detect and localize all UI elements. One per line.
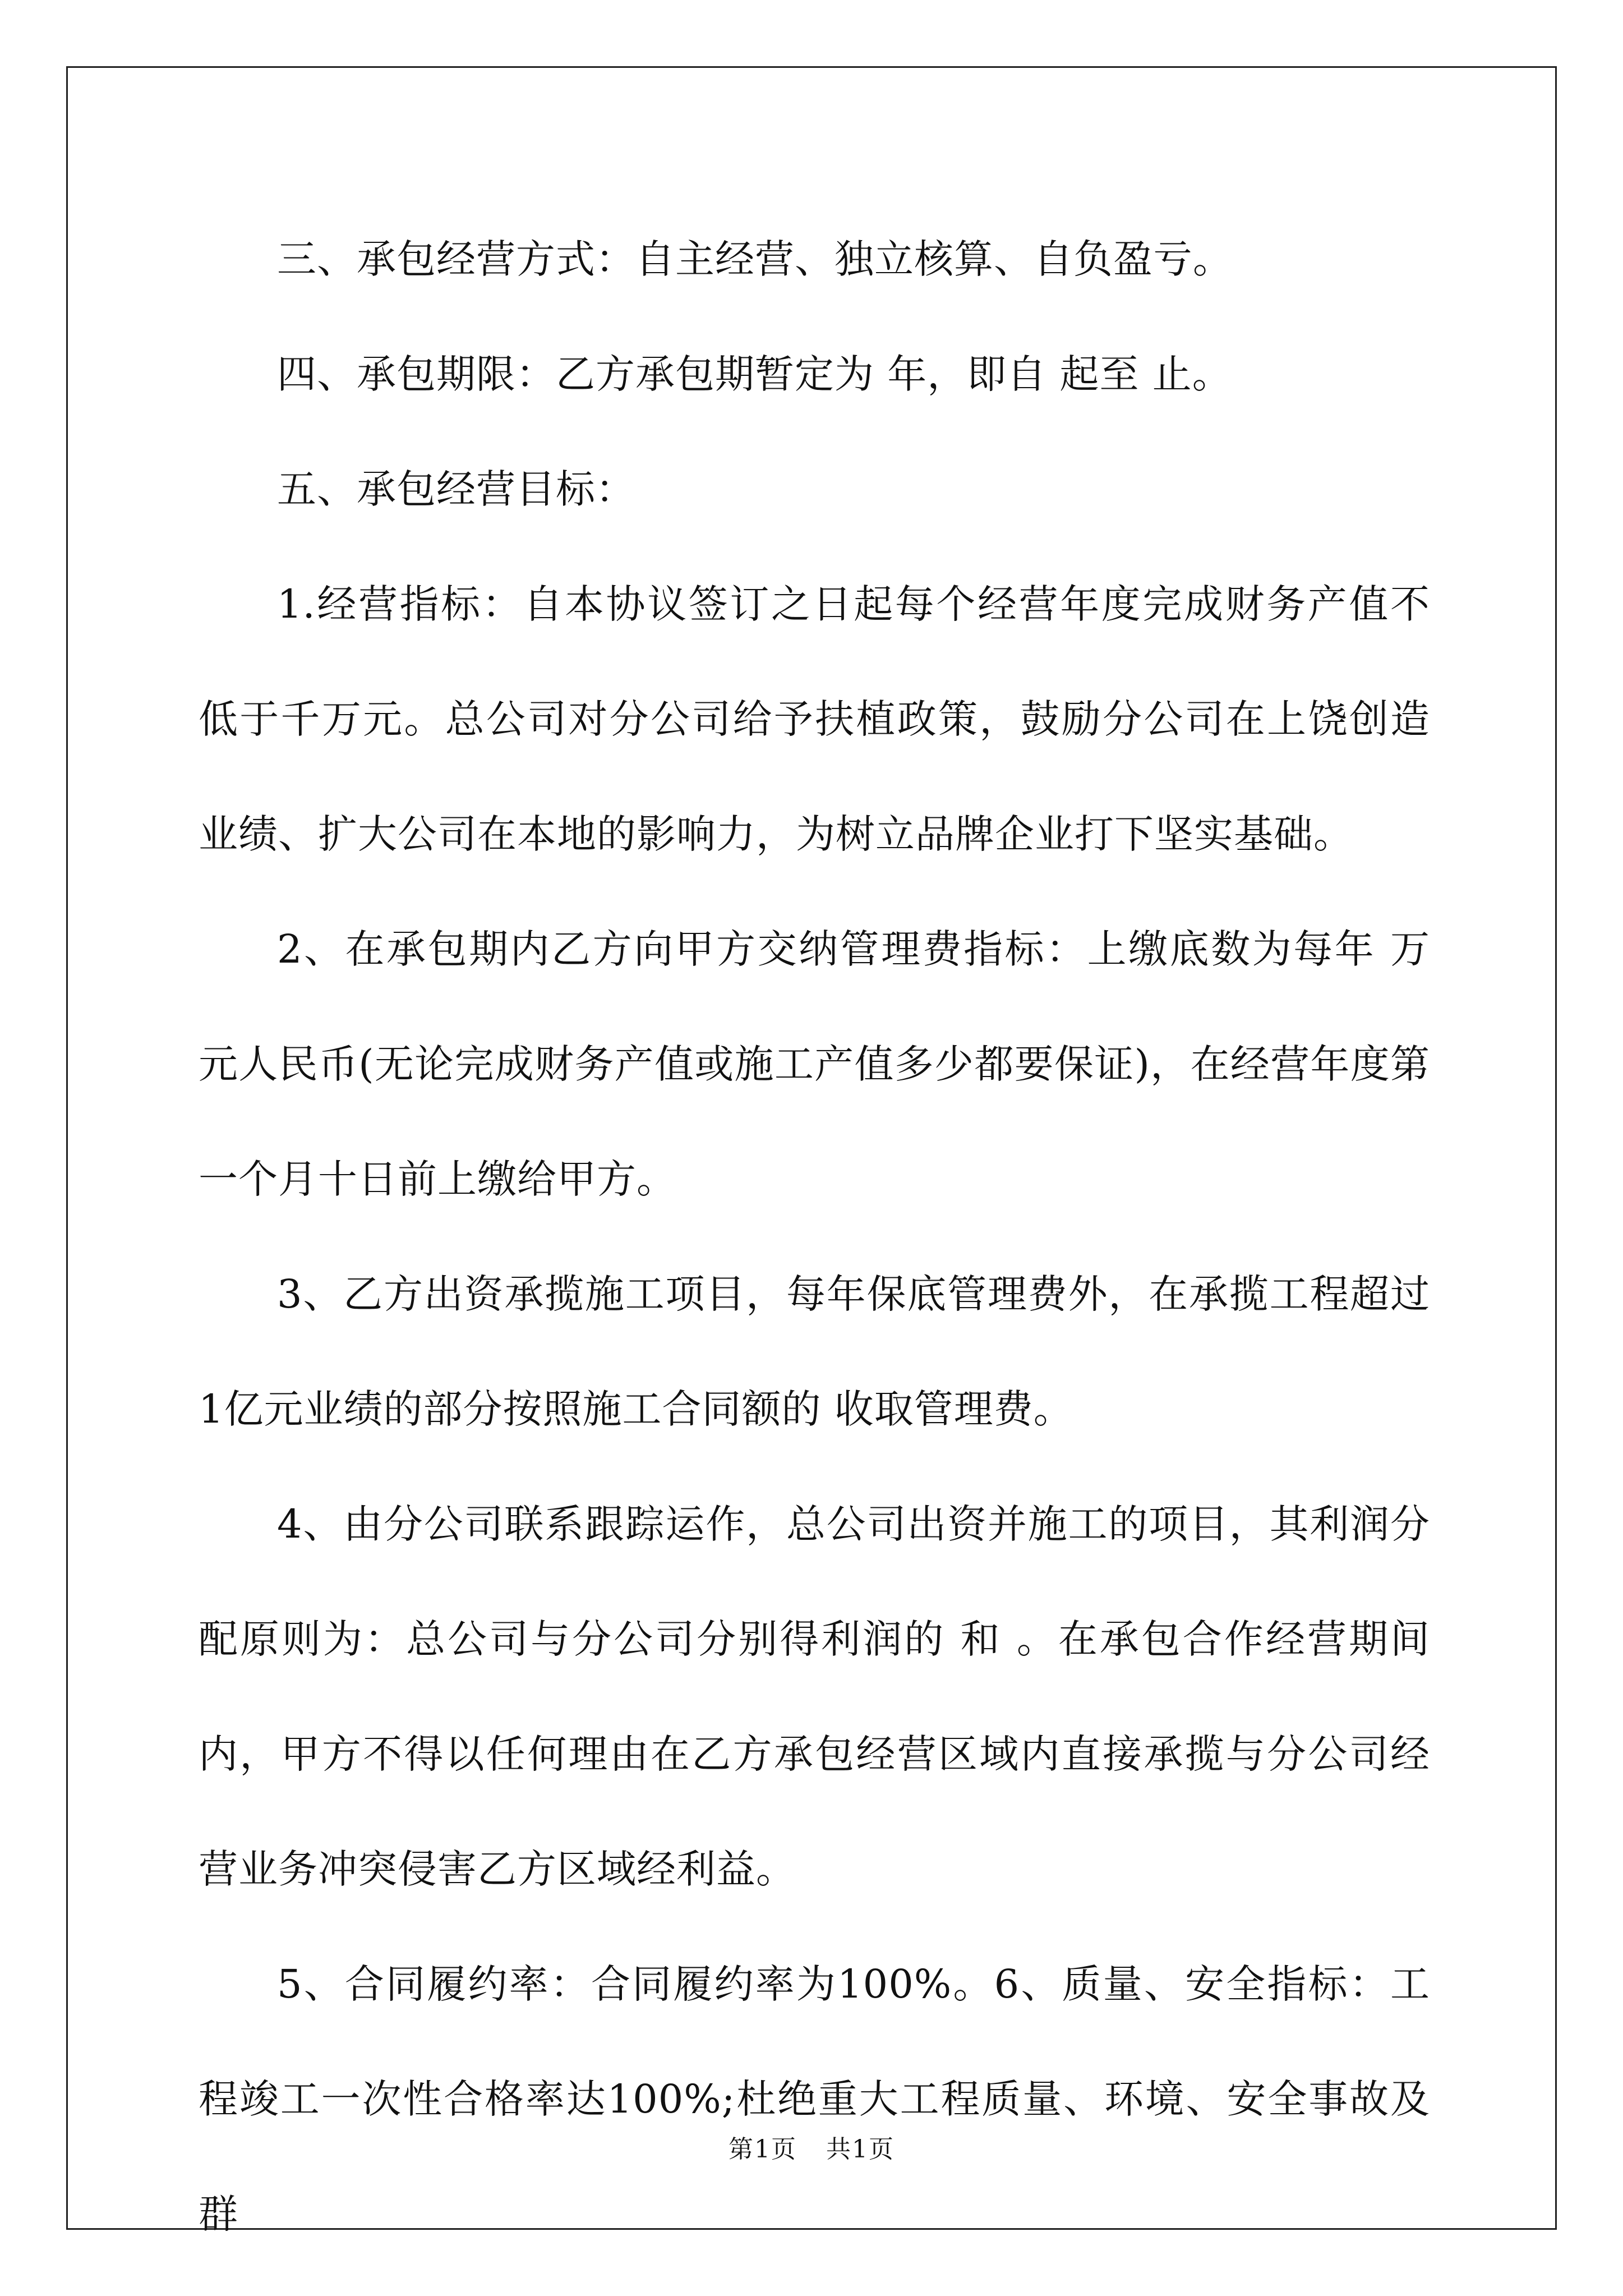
paragraph-project-fee: 3、乙方出资承揽施工项目，每年保底管理费外，在承揽工程超过1亿元业绩的部分按照施工合同额的 收取管理费。	[199, 1271, 1430, 1432]
paragraph-management-fee: 2、在承包期内乙方向甲方交纳管理费指标：上缴底数为每年 万元人民币(无论完成财务产值或施工产值多少都要保证)，在经营年度第一个月十日前上缴给甲方。	[199, 926, 1430, 1202]
page-footer	[0, 2129, 1623, 2165]
paragraph-contract-method: 三、承包经营方式：自主经营、独立核算、自负盈亏。	[277, 236, 1233, 282]
paragraph-targets-heading: 五、承包经营目标：	[277, 466, 635, 512]
paragraph-quality-safety: 5、合同履约率：合同履约率为100%。6、质量、安全指标：工程竣工一次性合格率达100%;杜绝重大工程质量、环境、安全事故及群	[199, 1961, 1430, 2237]
page-total: 共1页	[826, 2135, 895, 2164]
paragraph-contract-period: 四、承包期限：乙方承包期暂定为 年，即自 起至 止。	[277, 351, 1232, 397]
paragraph-operating-target: 1.经营指标：自本协议签订之日起每个经营年度完成财务产值不低于千万元。总公司对分公司给予扶植政策，鼓励分公司在上饶创造业绩、扩大公司在本地的影响力，为树立品牌企业打下坚实基础。	[199, 581, 1430, 857]
document-body	[199, 202, 1430, 2272]
page-number: 第1页	[728, 2135, 797, 2164]
paragraph-profit-distribution: 4、由分公司联系跟踪运作，总公司出资并施工的项目，其利润分配原则为：总公司与分公司分别得利润的 和 。在承包合作经营期间内，甲方不得以任何理由在乙方承包经营区域内直接承揽与分公司经营业务冲突侵害乙方区域经利益。	[199, 1501, 1430, 1892]
